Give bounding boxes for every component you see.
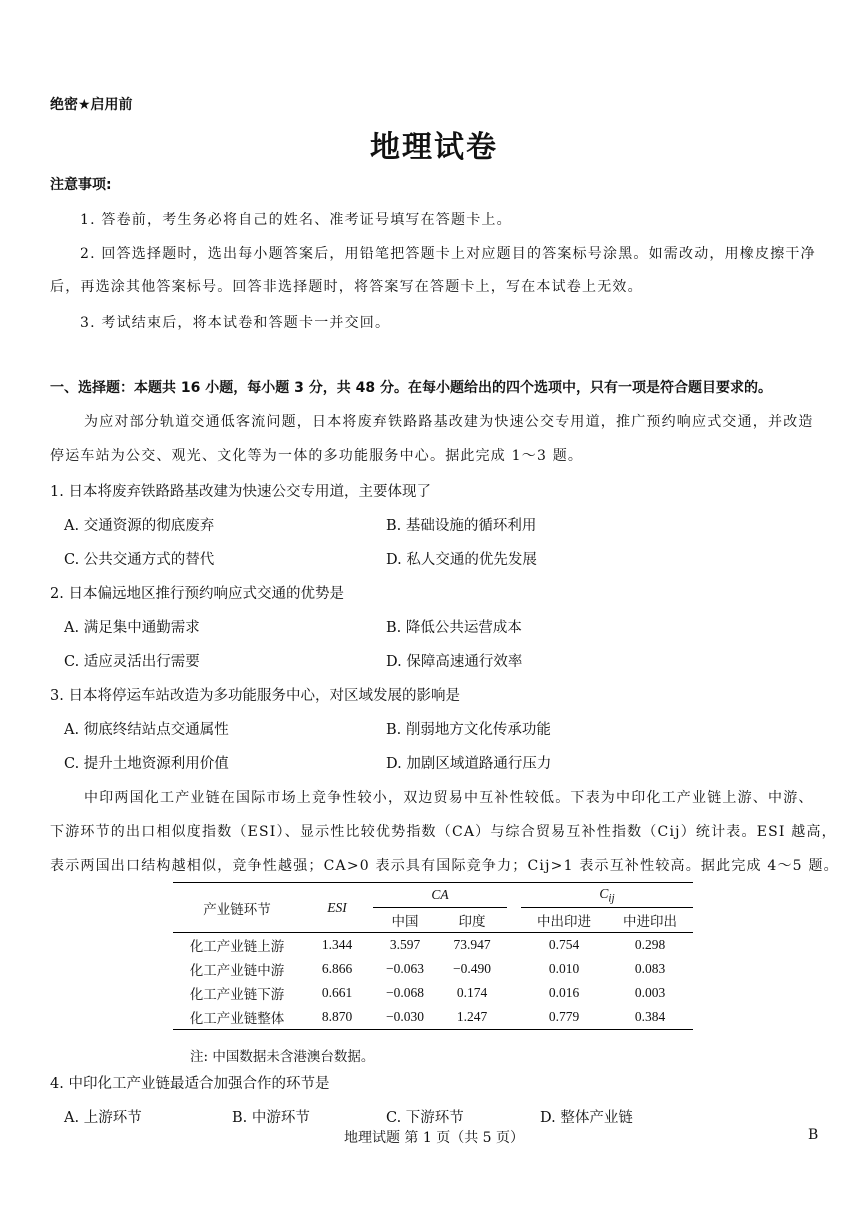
table-note: 注: 中国数据未含港澳台数据。 xyxy=(190,1049,375,1065)
cell-c2i: 0.754 xyxy=(548,937,580,952)
header-ca: CA xyxy=(373,883,507,908)
q1-option-c: C. 公共交通方式的替代 xyxy=(64,552,215,568)
q3-option-c: C. 提升土地资源利用价值 xyxy=(64,756,229,772)
row-name: 化工产业链上游 xyxy=(189,939,285,954)
cell-esi: 8.870 xyxy=(301,1005,373,1030)
cell-i2c: 0.384 xyxy=(607,1005,693,1030)
cell-ca-china: −0.030 xyxy=(373,1005,437,1030)
q2-option-d: D. 保障高速通行效率 xyxy=(386,654,523,670)
table-row xyxy=(173,981,693,1005)
cell-c2i: 0.010 xyxy=(548,961,580,976)
question-4-stem: 4. 中印化工产业链最适合加强合作的环节是 xyxy=(50,1076,330,1092)
cell-i2c: 0.298 xyxy=(634,937,666,952)
row-name: 化工产业链整体 xyxy=(173,1005,301,1030)
cell-c2i: 0.016 xyxy=(548,985,580,1000)
header-cij: $C_{ij}$ xyxy=(521,883,693,908)
q3-option-d: D. 加剧区域道路通行压力 xyxy=(386,756,552,772)
notice-item-3: 3. 考试结束后，将本试卷和答题卡一并交回。 xyxy=(80,315,391,331)
passage-2-line-2: 下游环节的出口相似度指数（ESI）、显示性比较优势指数（CA）与综合贸易互补性指数（Cij）统计表。ESI 越高， xyxy=(50,824,837,840)
cell-esi: 1.344 xyxy=(321,937,353,952)
passage-1-line-2: 停运车站为公交、观光、文化等为一体的多功能服务中心。据此完成 1～3 题。 xyxy=(50,448,584,464)
question-1-stem: 1. 日本将废弃铁路路基改建为快速公交专用道，主要体现了 xyxy=(50,484,431,500)
confidential-mark: 绝密★启用前 xyxy=(50,97,133,113)
notice-item-1: 1. 答卷前，考生务必将自己的姓名、准考证号填写在答题卡上。 xyxy=(80,212,512,228)
q2-option-a: A. 满足集中通勤需求 xyxy=(64,620,200,636)
question-3-stem: 3. 日本将停运车站改造为多功能服务中心，对区域发展的影响是 xyxy=(50,688,460,704)
row-name: 化工产业链下游 xyxy=(189,987,285,1002)
q1-option-b: B. 基础设施的循环利用 xyxy=(386,518,537,534)
cell-ca-india: 73.947 xyxy=(453,937,491,952)
header-i2c: 中进印出 xyxy=(607,908,693,933)
cell-esi: 6.866 xyxy=(321,961,353,976)
cell-ca-india: 1.247 xyxy=(437,1005,507,1030)
header-india: 印度 xyxy=(437,908,507,933)
notice-item-2-cont: 后，再选涂其他答案标号。回答非选择题时，将答案写在答题卡上，写在本试卷上无效。 xyxy=(50,279,643,295)
cell-i2c: 0.003 xyxy=(634,985,666,1000)
cell-ca-china: −0.068 xyxy=(386,985,424,1000)
q2-option-c: C. 适应灵活出行需要 xyxy=(64,654,200,670)
header-china: 中国 xyxy=(373,908,437,933)
section-heading: 一、选择题：本题共 16 小题，每小题 3 分，共 48 分。在每小题给出的四个选项中，只有一项是符合题目要求的。 xyxy=(50,380,772,396)
passage-2-line-3: 表示两国出口结构越相似，竞争性越强；CA>0 表示具有国际竞争力；Cij>1 表示互补性较高。据此完成 4～5 题。 xyxy=(50,858,839,874)
notice-heading: 注意事项: xyxy=(50,177,112,193)
table-row xyxy=(173,1005,693,1030)
q4-option-d: D. 整体产业链 xyxy=(540,1110,633,1126)
cell-ca-india: 0.174 xyxy=(456,985,488,1000)
version-mark: B xyxy=(808,1127,819,1143)
q4-option-b: B. 中游环节 xyxy=(232,1110,310,1126)
row-name: 化工产业链中游 xyxy=(189,963,285,978)
cell-ca-china: 3.597 xyxy=(389,937,421,952)
header-chain: 产业链环节 xyxy=(173,883,301,933)
q3-option-a: A. 彻底终结站点交通属性 xyxy=(64,722,229,738)
exam-title: 地理试卷 xyxy=(370,130,498,165)
passage-1-line-1: 为应对部分轨道交通低客流问题，日本将废弃铁路路基改建为快速公交专用道，推广预约响应式交通，并改造 xyxy=(84,414,814,430)
cell-ca-china: −0.063 xyxy=(386,961,424,976)
passage-2-line-1: 中印两国化工产业链在国际市场上竞争性较小，双边贸易中互补性较低。下表为中印化工产业链上游、中游、 xyxy=(84,790,814,806)
cell-ca-india: −0.490 xyxy=(453,961,491,976)
q4-option-a: A. 上游环节 xyxy=(64,1110,142,1126)
table-row xyxy=(173,933,693,958)
page-footer: 地理试题 第 1 页（共 5 页） xyxy=(343,1130,525,1146)
table-row xyxy=(173,957,693,981)
notice-item-2: 2. 回答选择题时，选出每小题答案后，用铅笔把答题卡上对应题目的答案标号涂黑。如需改动，用橡皮擦干净 xyxy=(80,246,816,262)
q1-option-d: D. 私人交通的优先发展 xyxy=(386,552,537,568)
header-esi: ESI xyxy=(301,883,373,933)
statistics-table xyxy=(173,882,693,1030)
q1-option-a: A. 交通资源的彻底废弃 xyxy=(64,518,215,534)
cell-esi: 0.661 xyxy=(321,985,353,1000)
q4-option-c: C. 下游环节 xyxy=(386,1110,464,1126)
cell-i2c: 0.083 xyxy=(634,961,666,976)
question-2-stem: 2. 日本偏远地区推行预约响应式交通的优势是 xyxy=(50,586,344,602)
q3-option-b: B. 削弱地方文化传承功能 xyxy=(386,722,551,738)
q2-option-b: B. 降低公共运营成本 xyxy=(386,620,522,636)
cell-c2i: 0.779 xyxy=(521,1005,607,1030)
header-c2i: 中出印进 xyxy=(521,908,607,933)
